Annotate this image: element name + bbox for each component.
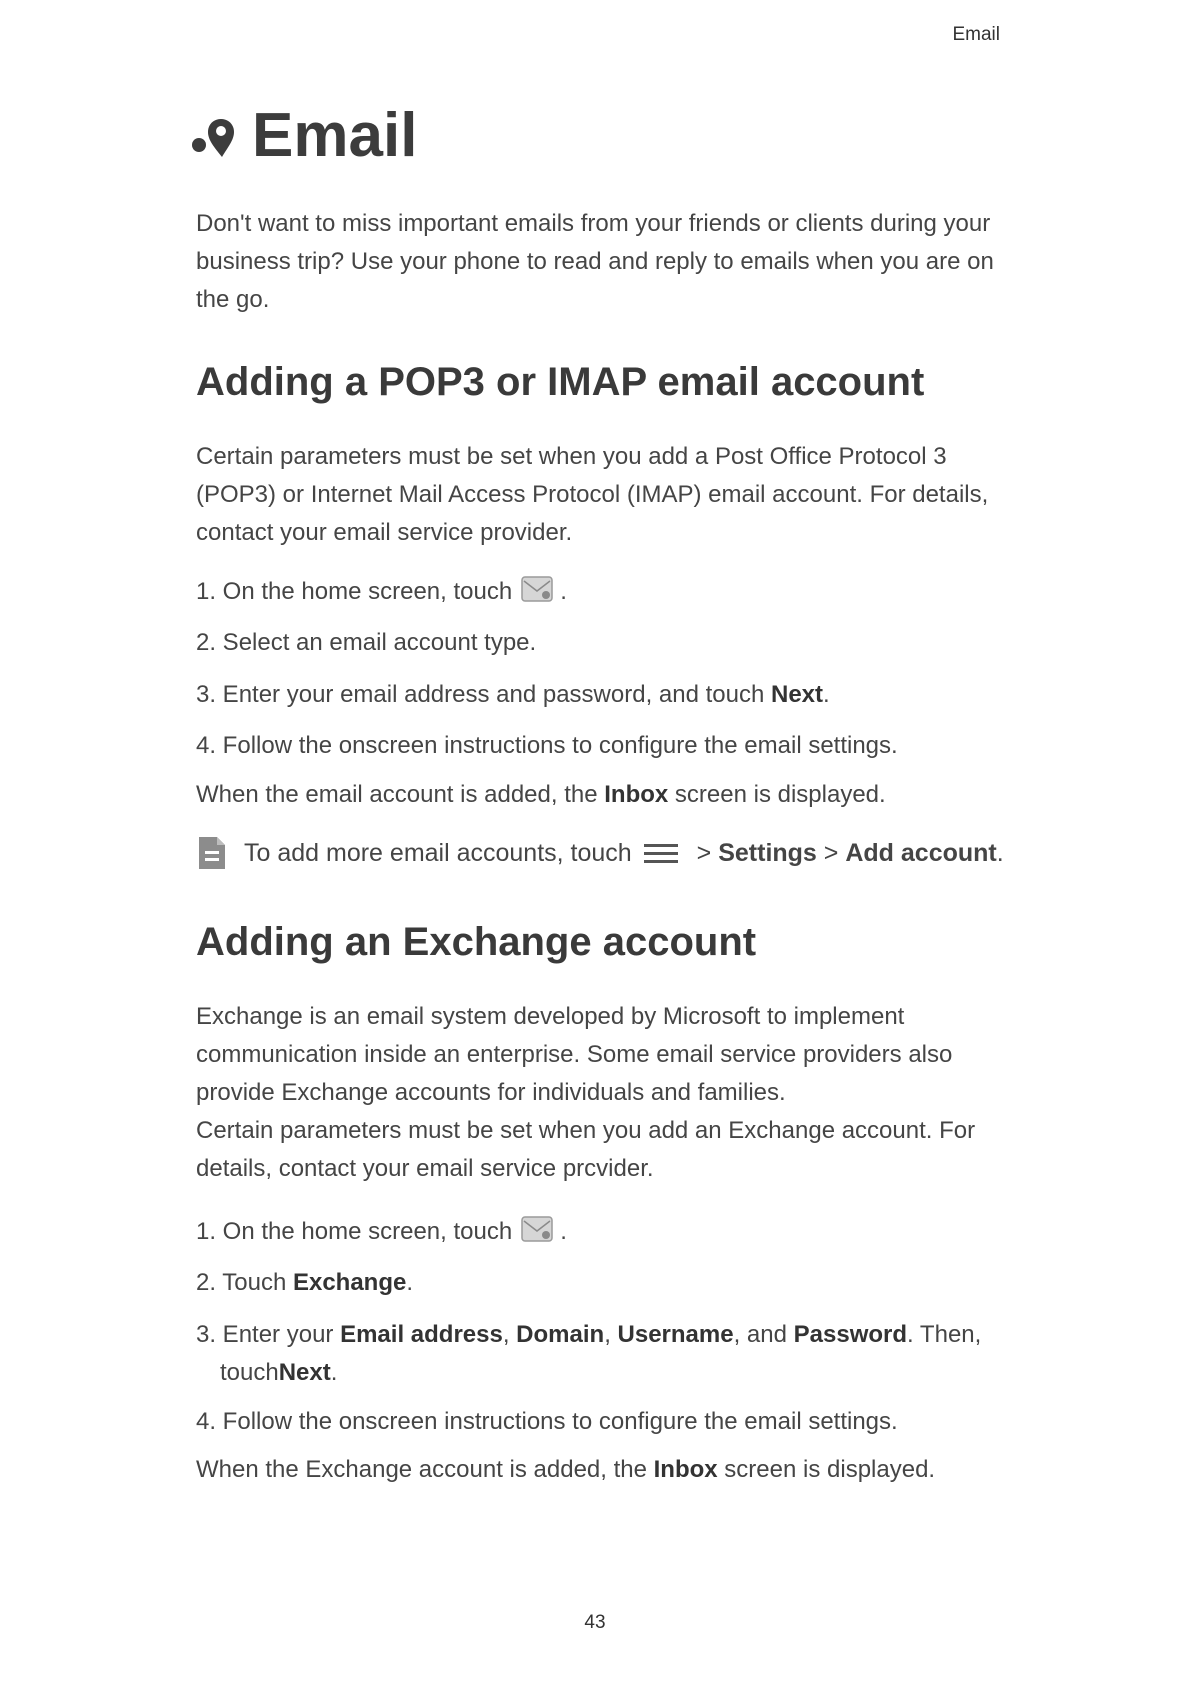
step-text: . xyxy=(560,578,567,605)
inbox-label: Inbox xyxy=(653,1456,718,1483)
section1-step-3 xyxy=(196,676,1016,714)
note-separator: > xyxy=(689,839,719,867)
section-title-pop3-imap: Adding a POP3 or IMAP email account xyxy=(196,360,925,404)
step-text: . xyxy=(330,1359,338,1386)
email-pin-icon xyxy=(188,109,242,163)
inbox-label: Inbox xyxy=(604,781,669,808)
result-text: screen is displayed. xyxy=(668,781,886,808)
step-text: 3. Enter your xyxy=(196,1321,341,1348)
step-3-continuation xyxy=(196,1354,1016,1392)
note xyxy=(196,834,1016,872)
step-text: . xyxy=(406,1269,414,1296)
note-icon xyxy=(196,834,228,872)
step-text: . Then, xyxy=(907,1321,982,1348)
section2-result xyxy=(196,1451,1016,1489)
email-app-icon xyxy=(520,1213,554,1245)
domain-label: Domain xyxy=(516,1321,605,1348)
step-text: 3. Enter your email address and password, and touch xyxy=(196,681,771,708)
note-text: . xyxy=(996,839,1004,867)
settings-label: Settings xyxy=(718,839,817,867)
section2-step-4: 4. Follow the onscreen instructions to configure the email settings. xyxy=(196,1408,898,1435)
chapter-intro: Don't want to miss important emails from your friends or clients during your business trip? Use your phone to read and reply to emails when you are on the go. xyxy=(196,210,994,313)
email-app-icon xyxy=(520,573,554,605)
running-header: Email xyxy=(952,24,1000,45)
section1-intro: Certain parameters must be set when you add a Post Office Protocol 3 (POP3) or Internet Mail Access Protocol (IMAP) email account. For details, contact your email service provider. xyxy=(196,443,989,546)
step-text: . xyxy=(560,1218,567,1245)
section2-intro-2: Certain parameters must be set when you add an Exchange account. For details, contact your email service prcvider. xyxy=(196,1117,976,1182)
chapter-title-text: Email xyxy=(252,101,418,170)
step-text: 1. On the home screen, touch xyxy=(196,578,513,605)
step-text: . xyxy=(823,681,830,708)
note-text: To add more email accounts, touch xyxy=(244,839,632,867)
section2-step-1 xyxy=(196,1213,1016,1251)
section2-intro-1: Exchange is an email system developed by Microsoft to implement communication inside an enterprise. Some email service providers also provide Exchange accounts for individuals and families. xyxy=(196,1003,953,1106)
step-text: 1. On the home screen, touch xyxy=(196,1218,513,1245)
note-separator: > xyxy=(816,839,846,867)
section1-step-2: 2. Select an email account type. xyxy=(196,629,537,656)
section-title-exchange: Adding an Exchange account xyxy=(196,920,757,964)
step-text: , xyxy=(604,1321,618,1348)
result-text: When the email account is added, the xyxy=(196,781,605,808)
section1-step-4: 4. Follow the onscreen instructions to configure the email settings. xyxy=(196,732,898,759)
add-account-label: Add account xyxy=(845,839,997,867)
page-number: 43 xyxy=(584,1612,606,1633)
next-label: Next xyxy=(771,681,824,708)
result-text: When the Exchange account is added, the xyxy=(196,1456,654,1483)
result-text: screen is displayed. xyxy=(717,1456,936,1483)
step-text: , xyxy=(502,1321,517,1348)
chapter-title xyxy=(188,100,417,171)
step-text: , and xyxy=(733,1321,794,1348)
next-label: Next xyxy=(278,1359,331,1386)
step-text: touch xyxy=(220,1359,279,1386)
email-address-label: Email address xyxy=(340,1321,503,1348)
password-label: Password xyxy=(793,1321,908,1348)
section1-result xyxy=(196,776,1016,814)
exchange-label: Exchange xyxy=(292,1269,407,1296)
username-label: Username xyxy=(617,1321,734,1348)
menu-icon xyxy=(642,841,680,865)
section1-step-1 xyxy=(196,573,1016,611)
section2-step-3 xyxy=(196,1316,1016,1392)
section2-step-2 xyxy=(196,1264,1016,1302)
step-text: 2. Touch xyxy=(196,1269,293,1296)
